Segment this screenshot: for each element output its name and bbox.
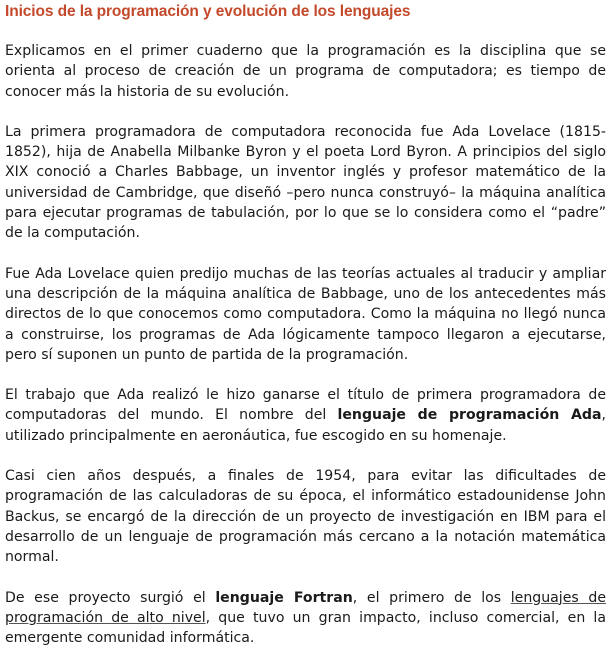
paragraph-john-backus: Casi cien años después, a finales de 1954, para evitar las dificultades de programación de las calculadoras de su época, el informático estadounidense John Backus, se encargó de la dirección de un proyecto de investigación en IBM para el desarrollo de un lenguaje de programación más cercano a la notación matemática normal. — [5, 468, 606, 566]
bold-term-ada-language: lenguaje de programación Ada — [337, 407, 602, 424]
text-run: De ese proyecto surgió el — [5, 589, 216, 606]
paragraph-intro: Explicamos en el primer cuaderno que la programación es la disciplina que se orienta al proceso de creación de un programa de computadora; es tiempo de conocer más la historia de su evolución. — [5, 43, 606, 100]
text-run: , que tuvo un gran impacto, incluso comercial, en la emergente comunidad informática. — [5, 609, 606, 647]
paragraph-analytical-engine: Fue Ada Lovelace quien predijo muchas de las teorías actuales al traducir y ampliar una descripción de la máquina analítica de Babbage, uno de los antecedentes más directos de lo que conocemos como computadora. Como la máquina no llegó nunca a construirse, los programas de Ada lógicamente tampoco llegaron a ejecutarse, pero sí suponen un punto de partida de la programación. — [5, 265, 606, 363]
text-run: , utilizado principalmente en aeronáutica, fue escogido en su homenaje. — [5, 407, 606, 444]
bold-term-fortran: lenguaje Fortran — [215, 589, 353, 606]
text-run: El trabajo que Ada realizó le hizo ganarse el título de primera programadora de computadoras del mundo. El nombre del — [5, 387, 606, 424]
section-title: Inicios de la programación y evolución de los lenguajes — [5, 3, 411, 20]
document-page — [5, 0, 606, 648]
paragraph-fortran — [5, 588, 606, 648]
underlined-term-high-level-languages: lenguajes de programación de alto nivel — [5, 589, 606, 626]
paragraph-ada-lovelace: La primera programadora de computadora reconocida fue Ada Lovelace (1815-1852), hija de Anabella Milbanke Byron y el poeta Lord Byron. A principios del siglo XIX conoció a Charles Babbage, un inventor inglés y profesor matemático de la universidad de Cambridge, que diseñó –pero nunca construyó– la máquina analítica para ejecutar programas de tabulación, por lo que se lo considera como el “padre” de la computación. — [5, 123, 606, 242]
paragraph-ada-language — [5, 385, 606, 446]
text-run: , el primero de los — [352, 589, 511, 606]
